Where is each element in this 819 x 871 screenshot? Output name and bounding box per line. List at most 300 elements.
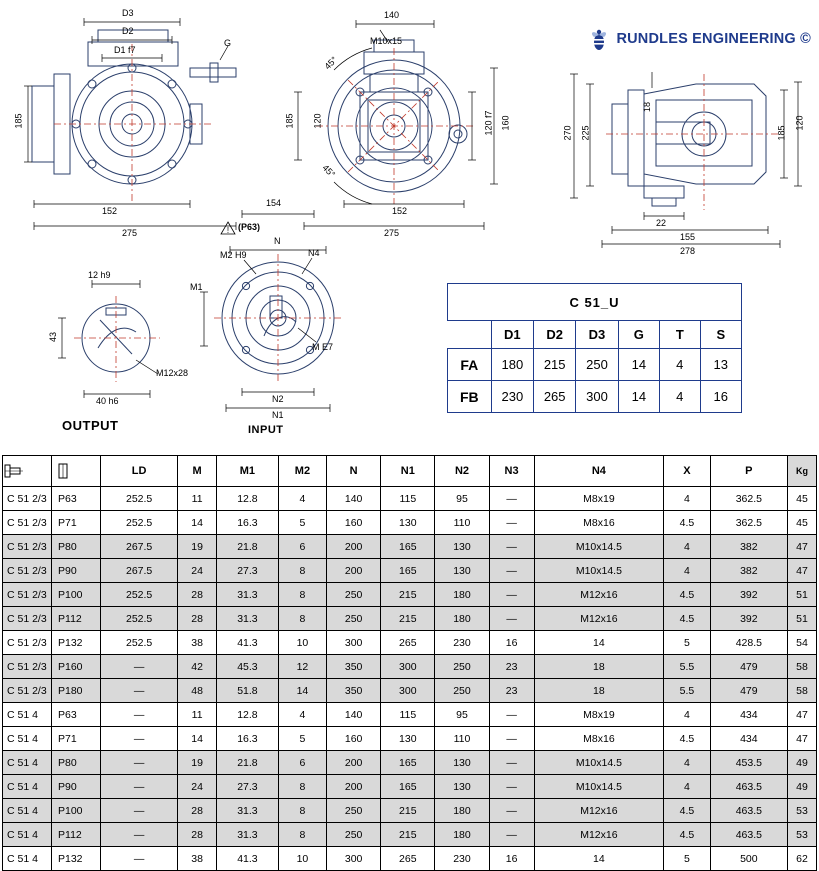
cell-p: 434: [710, 703, 787, 727]
cell-n2: 180: [435, 583, 489, 607]
cell-motor: P63: [52, 703, 101, 727]
dim-angle-bottom: 45°: [320, 162, 338, 180]
cell-ld: —: [101, 799, 178, 823]
cell-p: 382: [710, 535, 787, 559]
cell-p: 463.5: [710, 799, 787, 823]
cell-model: C 51 2/3: [3, 559, 52, 583]
cell-n2: 130: [435, 535, 489, 559]
cell-n1: 115: [381, 487, 435, 511]
cell-n1: 215: [381, 583, 435, 607]
cu-fa-d1: 180: [491, 349, 533, 381]
cu-fb-d2: 265: [534, 381, 576, 413]
header-n4: N4: [534, 456, 664, 487]
cell-weight: 51: [788, 583, 817, 607]
cell-m1: 12.8: [217, 487, 279, 511]
cell-m2: 8: [278, 583, 326, 607]
cell-n2: 250: [435, 679, 489, 703]
cell-n4: 14: [534, 631, 664, 655]
cell-motor: P71: [52, 727, 101, 751]
cell-n4: M10x14.5: [534, 559, 664, 583]
table-row: [3, 799, 817, 823]
dim-152: 152: [102, 206, 118, 216]
cell-n2: 130: [435, 751, 489, 775]
cell-m1: 21.8: [217, 751, 279, 775]
dim-152-mid: 152: [392, 206, 408, 216]
cell-p: 453.5: [710, 751, 787, 775]
cell-motor: P80: [52, 535, 101, 559]
table-row: [3, 847, 817, 871]
dim-120-left: 120: [312, 113, 323, 129]
cell-m1: 41.3: [217, 631, 279, 655]
dim-160: 160: [500, 115, 511, 131]
cell-m: 28: [178, 799, 217, 823]
cell-x: 5: [664, 847, 710, 871]
cu-header-t: T: [660, 321, 701, 349]
cell-ld: 267.5: [101, 559, 178, 583]
cell-n1: 215: [381, 799, 435, 823]
cu-fb-s: 16: [700, 381, 741, 413]
dim-d3: D3: [122, 8, 134, 18]
dim-m2h9: M2 H9: [220, 250, 247, 260]
cell-weight: 47: [788, 559, 817, 583]
cell-ld: —: [101, 727, 178, 751]
cell-n1: 215: [381, 607, 435, 631]
dim-n: N: [274, 236, 281, 246]
cell-weight: 47: [788, 535, 817, 559]
table-row: [3, 583, 817, 607]
cell-m1: 45.3: [217, 655, 279, 679]
cell-n: 160: [327, 511, 381, 535]
cell-n2: 180: [435, 799, 489, 823]
cu-fa-s: 13: [700, 349, 741, 381]
cell-m: 14: [178, 511, 217, 535]
cell-x: 4.5: [664, 727, 710, 751]
cell-model: C 51 4: [3, 799, 52, 823]
cell-n1: 130: [381, 727, 435, 751]
cell-x: 4.5: [664, 607, 710, 631]
cell-n: 250: [327, 583, 381, 607]
cell-weight: 45: [788, 511, 817, 535]
table-row: [3, 631, 817, 655]
cell-model: C 51 4: [3, 847, 52, 871]
cell-p: 382: [710, 559, 787, 583]
dim-185: 185: [13, 113, 24, 129]
cell-m: 19: [178, 751, 217, 775]
cell-m2: 6: [278, 751, 326, 775]
table-row: [3, 703, 817, 727]
cell-n4: M10x14.5: [534, 535, 664, 559]
cell-n4: 18: [534, 655, 664, 679]
cell-m1: 31.3: [217, 607, 279, 631]
bee-icon: [588, 26, 610, 52]
cell-m: 24: [178, 775, 217, 799]
cell-n: 140: [327, 487, 381, 511]
cell-weight: 47: [788, 727, 817, 751]
dim-40h6: 40 h6: [96, 396, 119, 406]
cell-motor: P132: [52, 847, 101, 871]
cell-x: 4.5: [664, 799, 710, 823]
cell-ld: 252.5: [101, 511, 178, 535]
cell-ld: —: [101, 775, 178, 799]
cell-n: 300: [327, 847, 381, 871]
cell-n1: 265: [381, 631, 435, 655]
cell-n4: M12x16: [534, 823, 664, 847]
cell-n: 140: [327, 703, 381, 727]
cu-header-d1: D1: [491, 321, 533, 349]
dim-225: 225: [580, 125, 591, 141]
cell-n1: 165: [381, 775, 435, 799]
cell-m2: 4: [278, 487, 326, 511]
cell-m2: 14: [278, 679, 326, 703]
side-view: [556, 60, 806, 256]
cell-m2: 12: [278, 655, 326, 679]
cell-n3: —: [489, 727, 534, 751]
cell-x: 4.5: [664, 511, 710, 535]
cell-n: 200: [327, 775, 381, 799]
cell-n3: 16: [489, 847, 534, 871]
cell-m1: 16.3: [217, 727, 279, 751]
cell-n: 250: [327, 823, 381, 847]
dim-me7: M E7: [312, 342, 334, 352]
cell-ld: 252.5: [101, 631, 178, 655]
cell-model: C 51 4: [3, 823, 52, 847]
cell-m1: 31.3: [217, 799, 279, 823]
cell-n4: M12x16: [534, 583, 664, 607]
cell-m2: 10: [278, 847, 326, 871]
cell-n: 350: [327, 679, 381, 703]
dim-m10x15: M10x15: [370, 36, 403, 46]
dim-22: 22: [656, 218, 667, 228]
cell-m1: 21.8: [217, 535, 279, 559]
cell-x: 4.5: [664, 583, 710, 607]
table-row: [3, 823, 817, 847]
dim-18: 18: [642, 101, 653, 113]
cell-x: 4: [664, 559, 710, 583]
cell-n4: M8x16: [534, 511, 664, 535]
cell-p: 479: [710, 679, 787, 703]
cell-n3: —: [489, 799, 534, 823]
cell-m: 14: [178, 727, 217, 751]
cell-n: 160: [327, 727, 381, 751]
dim-12h9: 12 h9: [88, 270, 111, 280]
cell-m: 19: [178, 535, 217, 559]
cu-fb-t: 4: [660, 381, 701, 413]
dim-120-right: 120: [794, 115, 805, 131]
cell-ld: —: [101, 679, 178, 703]
cell-m2: 8: [278, 607, 326, 631]
cell-model: C 51 4: [3, 775, 52, 799]
cell-weight: 58: [788, 679, 817, 703]
cell-m: 48: [178, 679, 217, 703]
cell-x: 4.5: [664, 823, 710, 847]
cell-n: 200: [327, 535, 381, 559]
cell-m1: 16.3: [217, 511, 279, 535]
cu-row-label-fa: FA: [448, 349, 492, 381]
cell-x: 4: [664, 775, 710, 799]
table-row: [3, 727, 817, 751]
cell-n1: 215: [381, 823, 435, 847]
input-caption: INPUT: [248, 424, 284, 436]
cu-fb-g: 14: [618, 381, 659, 413]
company-logo: [588, 26, 811, 52]
dim-43: 43: [48, 331, 59, 343]
cell-n2: 230: [435, 847, 489, 871]
cell-ld: —: [101, 751, 178, 775]
cell-p: 479: [710, 655, 787, 679]
cell-weight: 45: [788, 487, 817, 511]
cell-n3: —: [489, 487, 534, 511]
dim-n2: N2: [272, 394, 284, 404]
cell-x: 4: [664, 751, 710, 775]
cu-fa-d2: 215: [534, 349, 576, 381]
cell-n4: 18: [534, 679, 664, 703]
cell-m2: 8: [278, 775, 326, 799]
cell-n1: 165: [381, 751, 435, 775]
dim-n4: N4: [308, 248, 320, 258]
cell-motor: P112: [52, 823, 101, 847]
cell-m: 38: [178, 847, 217, 871]
cell-m: 28: [178, 823, 217, 847]
cell-p: 362.5: [710, 511, 787, 535]
cell-n: 200: [327, 559, 381, 583]
table-row: [3, 487, 817, 511]
cell-n: 200: [327, 751, 381, 775]
cell-n: 250: [327, 799, 381, 823]
dim-m12x28: M12x28: [156, 368, 189, 378]
cell-n3: —: [489, 751, 534, 775]
cell-n3: —: [489, 559, 534, 583]
cell-n2: 230: [435, 631, 489, 655]
input-flange-icon: [52, 456, 101, 487]
table-row: [3, 607, 817, 631]
cell-n1: 165: [381, 559, 435, 583]
cell-n2: 180: [435, 607, 489, 631]
cu-fb-d3: 300: [576, 381, 618, 413]
cell-n4: M10x14.5: [534, 751, 664, 775]
table-row: [3, 511, 817, 535]
cell-weight: 51: [788, 607, 817, 631]
cell-m: 11: [178, 487, 217, 511]
header-ld: LD: [101, 456, 178, 487]
cell-n3: —: [489, 775, 534, 799]
cell-model: C 51 2/3: [3, 607, 52, 631]
cell-n4: M12x16: [534, 607, 664, 631]
cell-n1: 265: [381, 847, 435, 871]
cell-model: C 51 2/3: [3, 535, 52, 559]
weight-icon: [788, 456, 817, 487]
header-n3: N3: [489, 456, 534, 487]
cell-weight: 53: [788, 799, 817, 823]
cell-ld: 252.5: [101, 607, 178, 631]
cu-title-row: [448, 284, 742, 321]
cell-n4: M10x14.5: [534, 775, 664, 799]
cell-motor: P160: [52, 655, 101, 679]
cell-m2: 8: [278, 799, 326, 823]
cell-n1: 300: [381, 655, 435, 679]
cell-n: 300: [327, 631, 381, 655]
cell-m2: 4: [278, 703, 326, 727]
cell-ld: —: [101, 655, 178, 679]
cell-model: C 51 4: [3, 751, 52, 775]
output-caption: OUTPUT: [62, 418, 119, 433]
header-m2: M2: [278, 456, 326, 487]
cell-n3: —: [489, 823, 534, 847]
cell-ld: 267.5: [101, 535, 178, 559]
cell-model: C 51 2/3: [3, 487, 52, 511]
cu-header-d3: D3: [576, 321, 618, 349]
cell-n2: 95: [435, 487, 489, 511]
cell-motor: P100: [52, 583, 101, 607]
cell-model: C 51 2/3: [3, 631, 52, 655]
cell-m2: 8: [278, 823, 326, 847]
svg-text:!: !: [226, 226, 230, 235]
table-row: [3, 655, 817, 679]
cell-motor: P180: [52, 679, 101, 703]
cell-model: C 51 2/3: [3, 511, 52, 535]
cell-m1: 27.3: [217, 775, 279, 799]
table-row: [3, 775, 817, 799]
cu-row-fa: [448, 349, 742, 381]
dim-140: 140: [384, 10, 400, 20]
cell-m1: 12.8: [217, 703, 279, 727]
cell-n2: 95: [435, 703, 489, 727]
cu-header-d2: D2: [534, 321, 576, 349]
dim-120-f7: 120 f7: [483, 110, 494, 136]
cell-motor: P90: [52, 775, 101, 799]
cell-motor: P90: [52, 559, 101, 583]
cell-n: 350: [327, 655, 381, 679]
cu-header-s: S: [700, 321, 741, 349]
cell-n: 250: [327, 607, 381, 631]
output-shaft-detail: [40, 262, 210, 432]
cell-x: 4: [664, 487, 710, 511]
dim-g: G: [224, 38, 232, 48]
cell-m: 38: [178, 631, 217, 655]
table-row: [3, 559, 817, 583]
cu-header-row: [448, 321, 742, 349]
cell-m: 24: [178, 559, 217, 583]
header-n: N: [327, 456, 381, 487]
cell-weight: 62: [788, 847, 817, 871]
brand-name: RUNDLES ENGINEERING ©: [616, 31, 811, 47]
table-row: [3, 751, 817, 775]
cell-p: 428.5: [710, 631, 787, 655]
dim-n1: N1: [272, 410, 284, 420]
dim-185-left: 185: [284, 113, 295, 129]
cell-n4: M8x19: [534, 487, 664, 511]
dim-p63: (P63): [238, 222, 261, 232]
input-flange-detail: [186, 196, 366, 436]
cell-n3: —: [489, 607, 534, 631]
cu-corner: [448, 321, 492, 349]
cell-n2: 180: [435, 823, 489, 847]
cell-m1: 41.3: [217, 847, 279, 871]
cell-model: C 51 4: [3, 727, 52, 751]
cell-n2: 130: [435, 775, 489, 799]
dim-155: 155: [680, 232, 696, 242]
cell-motor: P71: [52, 511, 101, 535]
cell-m1: 27.3: [217, 559, 279, 583]
cell-n1: 165: [381, 535, 435, 559]
cell-p: 463.5: [710, 775, 787, 799]
cell-motor: P63: [52, 487, 101, 511]
cell-p: 500: [710, 847, 787, 871]
weight-unit-label: Kg: [796, 466, 808, 476]
dim-275-mid: 275: [384, 228, 400, 238]
dim-m1: M1: [190, 282, 203, 292]
table-row: [3, 679, 817, 703]
cell-n2: 130: [435, 559, 489, 583]
cell-n3: —: [489, 535, 534, 559]
cell-m: 28: [178, 583, 217, 607]
cell-n2: 250: [435, 655, 489, 679]
cell-weight: 49: [788, 775, 817, 799]
cell-model: C 51 2/3: [3, 655, 52, 679]
header-p: P: [710, 456, 787, 487]
cell-weight: 54: [788, 631, 817, 655]
cell-n3: —: [489, 511, 534, 535]
header-m1: M1: [217, 456, 279, 487]
header-n1: N1: [381, 456, 435, 487]
cell-weight: 53: [788, 823, 817, 847]
cell-m: 11: [178, 703, 217, 727]
cell-motor: P100: [52, 799, 101, 823]
cell-p: 362.5: [710, 487, 787, 511]
output-flange-icon: [3, 456, 52, 487]
cell-n3: 23: [489, 655, 534, 679]
cell-model: C 51 2/3: [3, 583, 52, 607]
cell-ld: —: [101, 703, 178, 727]
dim-278: 278: [680, 246, 696, 256]
dim-angle-top: 45°: [322, 54, 340, 72]
dim-270: 270: [562, 125, 573, 141]
cell-motor: P132: [52, 631, 101, 655]
cell-m2: 6: [278, 535, 326, 559]
cell-m: 42: [178, 655, 217, 679]
cell-m2: 5: [278, 511, 326, 535]
cell-m1: 31.3: [217, 583, 279, 607]
cell-n4: 14: [534, 847, 664, 871]
header-m: M: [178, 456, 217, 487]
cell-n4: M8x16: [534, 727, 664, 751]
cell-ld: —: [101, 823, 178, 847]
cu-row-fb: [448, 381, 742, 413]
cell-n4: M12x16: [534, 799, 664, 823]
cell-x: 5.5: [664, 679, 710, 703]
cu-header-g: G: [618, 321, 659, 349]
cell-m2: 10: [278, 631, 326, 655]
cell-model: C 51 4: [3, 703, 52, 727]
cell-n4: M8x19: [534, 703, 664, 727]
dim-275: 275: [122, 228, 138, 238]
cell-weight: 47: [788, 703, 817, 727]
cell-x: 5.5: [664, 655, 710, 679]
cell-n3: —: [489, 583, 534, 607]
cu-table: [447, 283, 742, 413]
dim-d2: D2: [122, 26, 134, 36]
cell-m2: 8: [278, 559, 326, 583]
cu-fa-g: 14: [618, 349, 659, 381]
cell-p: 392: [710, 583, 787, 607]
cell-x: 5: [664, 631, 710, 655]
cell-ld: 252.5: [101, 487, 178, 511]
cell-m: 28: [178, 607, 217, 631]
dim-154: 154: [266, 198, 282, 208]
header-x: X: [664, 456, 710, 487]
table-header-row: [3, 456, 817, 487]
cell-p: 463.5: [710, 823, 787, 847]
cell-n1: 115: [381, 703, 435, 727]
